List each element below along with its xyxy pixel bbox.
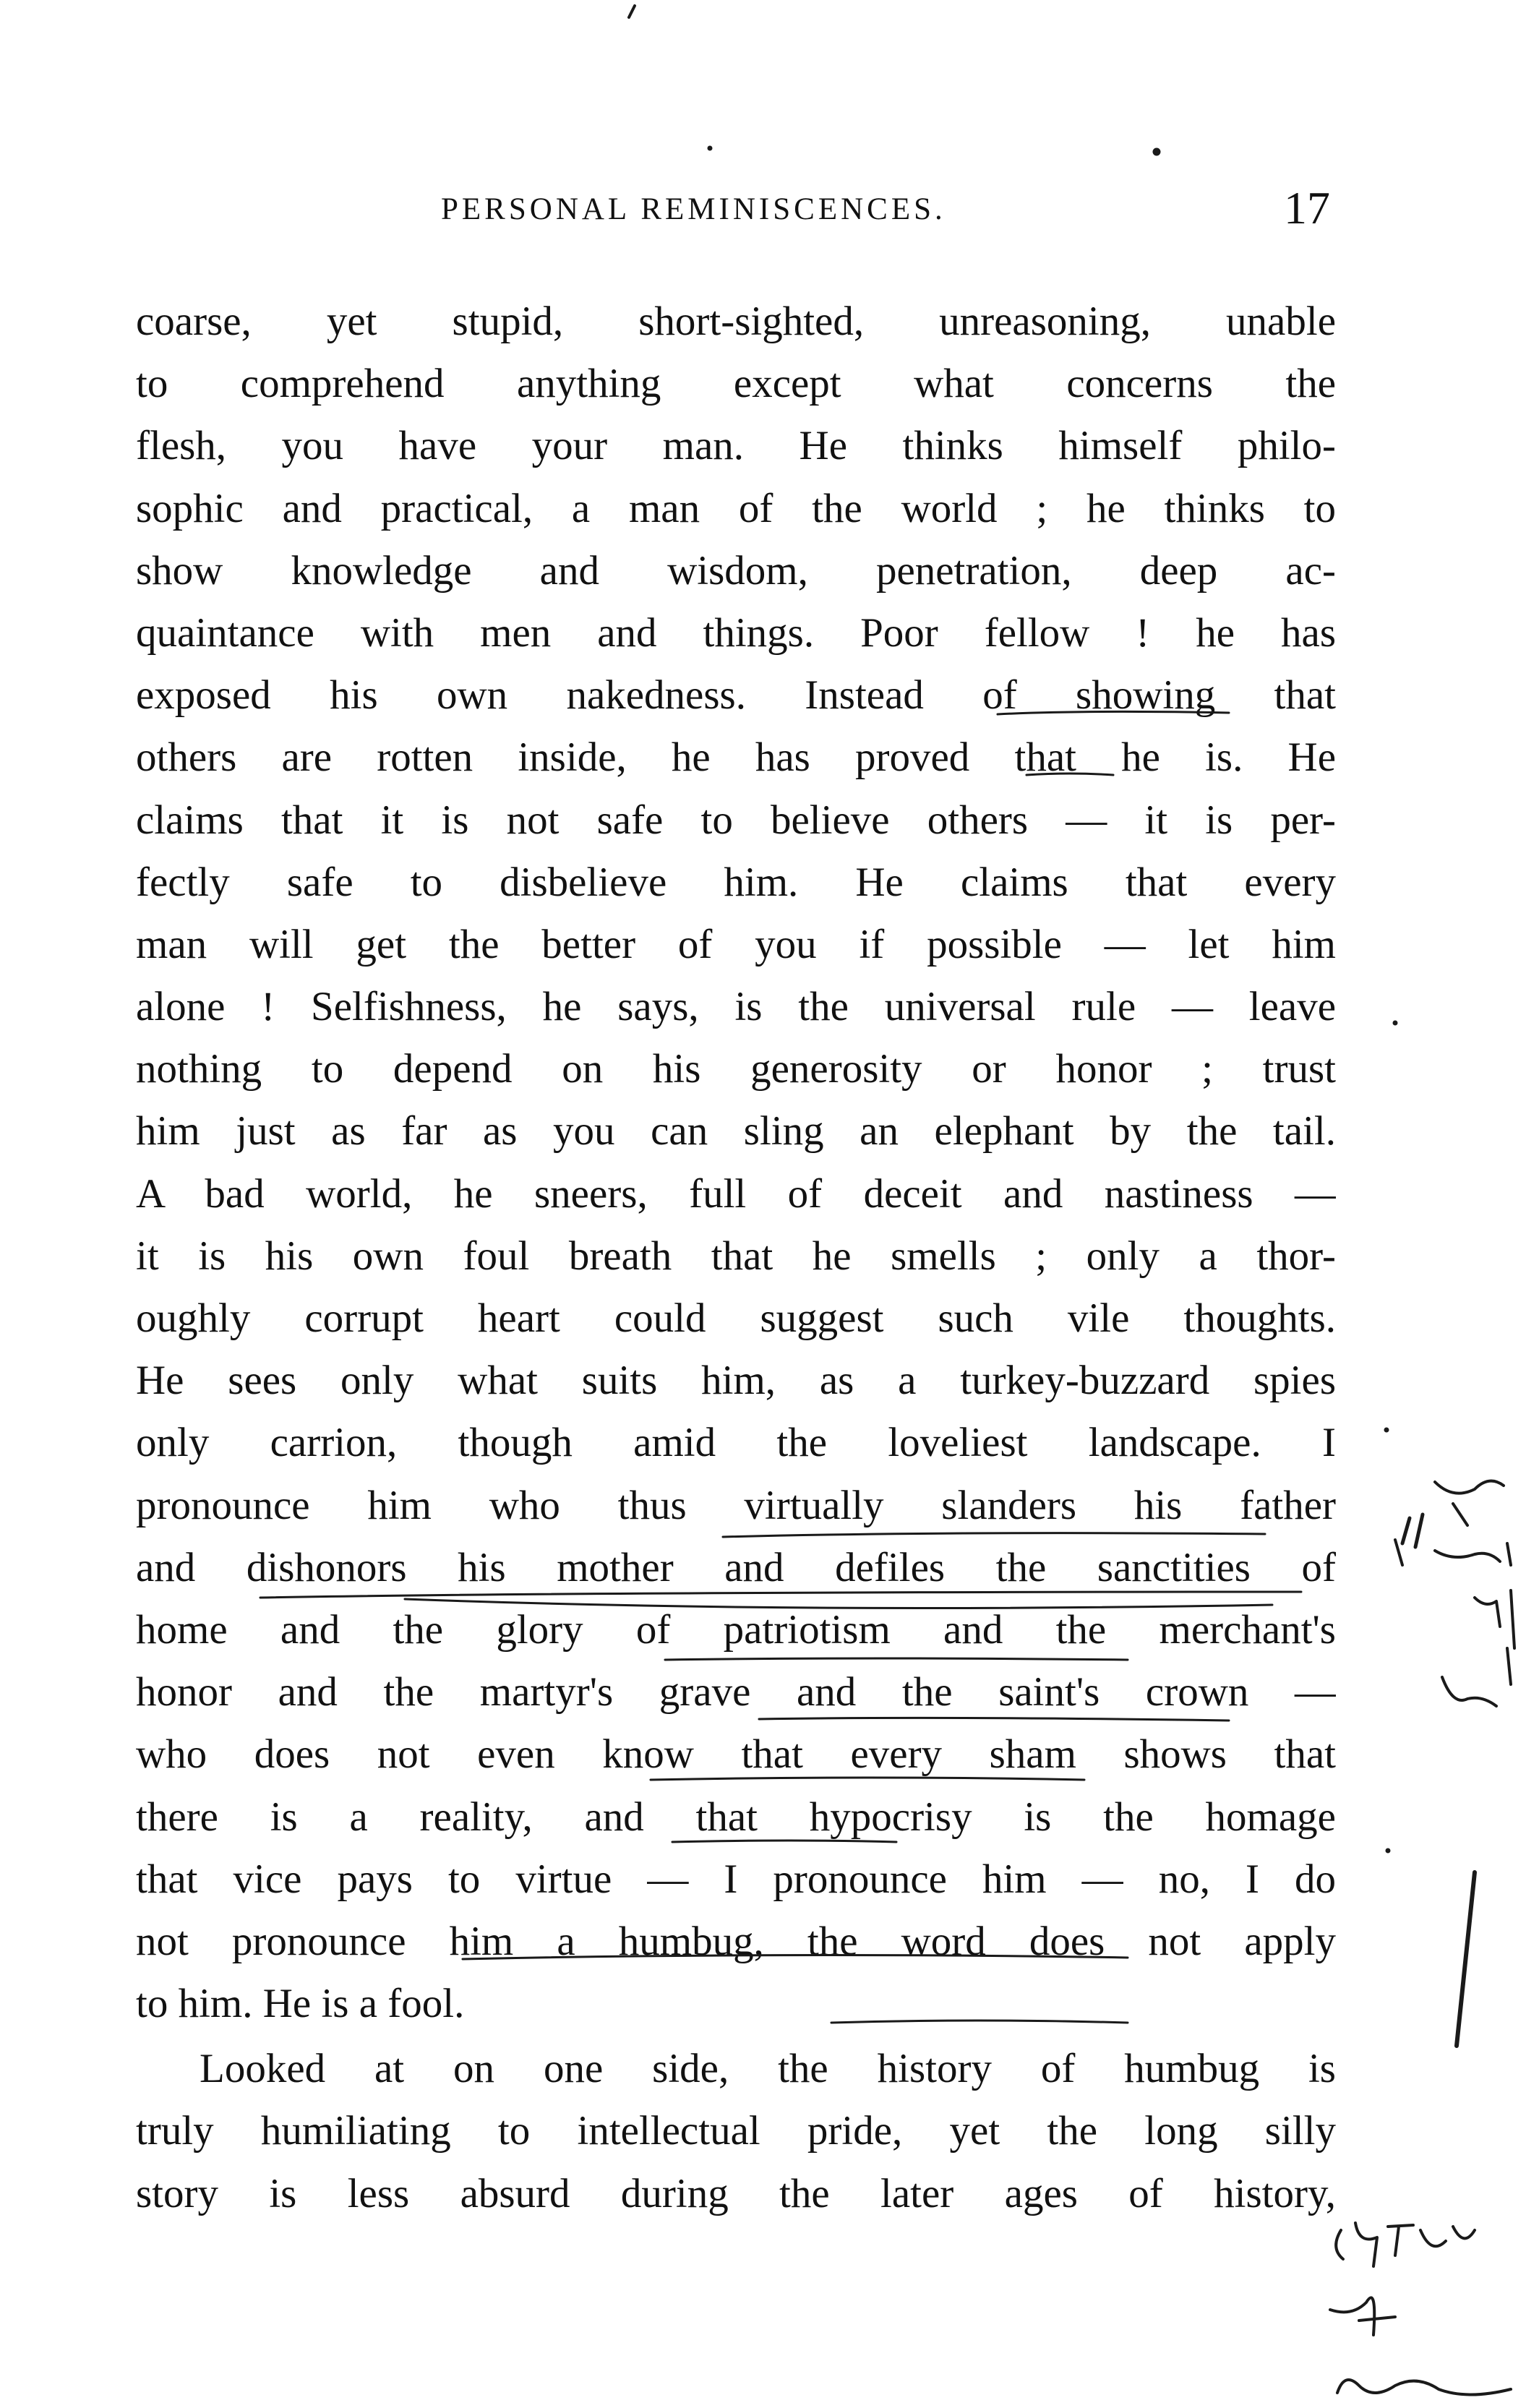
text-line: man will get the better of you if possible — let him — [136, 921, 1336, 967]
ink-dot — [1386, 1848, 1390, 1853]
ink-dot — [708, 146, 712, 150]
text-line: coarse, yet stupid, short-sighted, unreasoning, unable — [136, 299, 1336, 344]
text-line: exposed his own nakedness. Instead of showing that — [136, 672, 1336, 719]
bottom-scrawl — [1337, 2380, 1511, 2395]
text-line: nothing to depend on his generosity or honor ; trust — [136, 1046, 1336, 1092]
text-line: only carrion, though amid the loveliest landscape. I — [136, 1420, 1336, 1466]
text-line: it is his own foul breath that he smells ; only a thor- — [136, 1233, 1336, 1279]
text-line: flesh, you have your man. He thinks himself philo- — [136, 423, 1336, 469]
text-line: alone ! Selfishness, he says, is the universal rule — leave — [136, 984, 1336, 1030]
text-line: who does not even know that every sham shows that — [136, 1731, 1336, 1778]
text-line: quaintance with men and things. Poor fellow ! he has — [136, 609, 1336, 656]
text-line: not pronounce him a humbug, the word does not apply — [136, 1918, 1336, 1964]
margin-scrawl — [1442, 1648, 1511, 1706]
text-line: truly humiliating to intellectual pride, yet the long silly — [136, 2108, 1336, 2154]
text-line: pronounce him who thus virtually slanders his father — [136, 1482, 1336, 1528]
margin-scrawl — [1435, 1481, 1504, 1525]
text-line: others are rotten inside, he has proved that he is. He — [136, 734, 1336, 781]
running-head-title: PERSONAL REMINISCENCES. — [441, 192, 946, 226]
text-line: him just as far as you can sling an elephant by the tail. — [136, 1108, 1336, 1154]
ink-dot — [1393, 1021, 1397, 1025]
text-line: Looked at on one side, the history of humbug is — [200, 2046, 1336, 2092]
ink-dot — [1153, 148, 1160, 155]
paragraph-1 — [136, 291, 1336, 2035]
running-head — [137, 184, 1330, 242]
text-line: story is less absurd during the later ages of history, — [136, 2170, 1336, 2216]
page-number: 17 — [1284, 182, 1330, 233]
text-line: that vice pays to virtue — I pronounce him — no, I do — [136, 1856, 1336, 1902]
text-line: show knowledge and wisdom, penetration, deep ac- — [136, 547, 1336, 594]
bottom-scrawl — [1330, 2297, 1395, 2335]
text-line: honor and the martyr's grave and the saint's crown — — [136, 1669, 1336, 1715]
text-line: claims that it is not safe to believe others — it is per- — [136, 797, 1336, 843]
paragraph-2 — [136, 2038, 1336, 2225]
text-line: A bad world, he sneers, full of deceit and nastiness — — [136, 1170, 1336, 1217]
text-line: fectly safe to disbelieve him. He claims that every — [136, 859, 1336, 905]
ink-speck — [629, 6, 635, 17]
text-line: there is a reality, and that hypocrisy is the homage — [136, 1794, 1336, 1840]
text-line: sophic and practical, a man of the world ; he thinks to — [136, 485, 1336, 531]
margin-scrawl — [1475, 1590, 1514, 1648]
margin-mark — [1402, 1514, 1423, 1547]
text-line: He sees only what suits him, as a turkey-buzzard spies — [136, 1358, 1336, 1404]
text-line: home and the glory of patriotism and the merchant's — [136, 1606, 1336, 1653]
text-line: to him. He is a fool. — [136, 1981, 465, 2027]
text-line: to comprehend anything except what concerns the — [136, 361, 1336, 407]
margin-scrawl — [1395, 1540, 1511, 1565]
text-line: and dishonors his mother and defiles the sanctities of — [136, 1544, 1336, 1590]
text-line: oughly corrupt heart could suggest such vile thoughts. — [136, 1295, 1336, 1341]
ink-dot — [1384, 1428, 1389, 1432]
body-text — [136, 291, 1336, 2225]
margin-vertical-line — [1457, 1872, 1475, 2046]
bottom-scrawl — [1336, 2223, 1475, 2266]
